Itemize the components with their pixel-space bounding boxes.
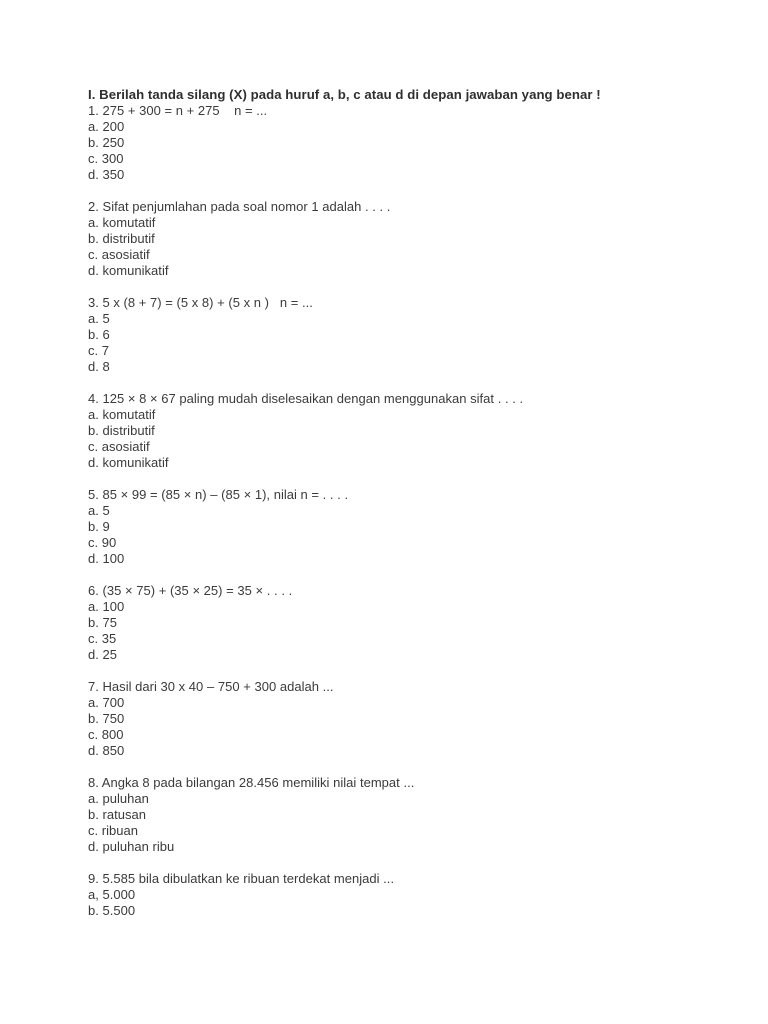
answer-options [88, 887, 728, 919]
answer-option[interactable]: b. 75 [88, 615, 118, 630]
answer-option[interactable]: a. komutatif [88, 407, 156, 422]
answer-option[interactable]: c. 300 [88, 151, 124, 166]
question-text: 6. (35 × 75) + (35 × 25) = 35 × . . . . [88, 583, 293, 598]
answer-option[interactable]: c. 800 [88, 727, 124, 742]
question-block [88, 391, 728, 471]
answer-option[interactable]: d. 350 [88, 167, 125, 182]
question-text: 4. 125 × 8 × 67 paling mudah diselesaikan dengan menggunakan sifat . . . . [88, 391, 524, 406]
answer-options [88, 215, 728, 279]
answer-options [88, 695, 728, 759]
answer-option[interactable]: b. 6 [88, 327, 110, 342]
answer-options [88, 311, 728, 375]
answer-option[interactable]: a. komutatif [88, 215, 156, 230]
answer-option[interactable]: a. 100 [88, 599, 125, 614]
answer-option[interactable]: b. 750 [88, 711, 125, 726]
answer-option[interactable]: d. 850 [88, 743, 125, 758]
question-text: 3. 5 x (8 + 7) = (5 x 8) + (5 x n ) n = ... [88, 295, 313, 310]
question-text: 1. 275 + 300 = n + 275 n = ... [88, 103, 268, 118]
worksheet-body [88, 86, 728, 919]
answer-option[interactable]: a. 700 [88, 695, 125, 710]
answer-option[interactable]: d. komunikatif [88, 263, 169, 278]
answer-option[interactable]: b. distributif [88, 231, 155, 246]
answer-options [88, 503, 728, 567]
question-text: 2. Sifat penjumlahan pada soal nomor 1 adalah . . . . [88, 199, 391, 214]
answer-options [88, 119, 728, 183]
question-text: 8. Angka 8 pada bilangan 28.456 memiliki nilai tempat ... [88, 775, 415, 790]
answer-option[interactable]: d. 8 [88, 359, 110, 374]
answer-option[interactable]: c. asosiatif [88, 439, 150, 454]
answer-option[interactable]: c. asosiatif [88, 247, 150, 262]
answer-options [88, 791, 728, 855]
question-text: 7. Hasil dari 30 x 40 – 750 + 300 adalah ... [88, 679, 334, 694]
question-block [88, 199, 728, 279]
question-list [88, 103, 728, 919]
answer-option[interactable]: b. 5.500 [88, 903, 136, 918]
answer-option[interactable]: d. 25 [88, 647, 118, 662]
answer-option[interactable]: c. 7 [88, 343, 110, 358]
answer-option[interactable]: b. 250 [88, 135, 125, 150]
answer-option[interactable]: c. ribuan [88, 823, 139, 838]
answer-option[interactable]: d. 100 [88, 551, 125, 566]
question-block [88, 103, 728, 183]
answer-option[interactable]: a, 5.000 [88, 887, 136, 902]
answer-option[interactable]: c. 35 [88, 631, 117, 646]
answer-option[interactable]: b. ratusan [88, 807, 147, 822]
question-text: 5. 85 × 99 = (85 × n) – (85 × 1), nilai n = . . . . [88, 487, 349, 502]
answer-option[interactable]: c. 90 [88, 535, 117, 550]
answer-option[interactable]: d. komunikatif [88, 455, 169, 470]
section-heading: I. Berilah tanda silang (X) pada huruf a, b, c atau d di depan jawaban yang benar ! [88, 87, 601, 102]
answer-options [88, 599, 728, 663]
question-block [88, 871, 728, 919]
answer-options [88, 407, 728, 471]
question-block [88, 775, 728, 855]
answer-option[interactable]: d. puluhan ribu [88, 839, 175, 854]
answer-option[interactable]: a. 200 [88, 119, 125, 134]
answer-option[interactable]: a. 5 [88, 503, 110, 518]
question-block [88, 583, 728, 663]
question-text: 9. 5.585 bila dibulatkan ke ribuan terdekat menjadi ... [88, 871, 395, 886]
answer-option[interactable]: a. puluhan [88, 791, 149, 806]
answer-option[interactable]: a. 5 [88, 311, 110, 326]
question-block [88, 679, 728, 759]
question-block [88, 487, 728, 567]
question-block [88, 295, 728, 375]
answer-option[interactable]: b. 9 [88, 519, 110, 534]
answer-option[interactable]: b. distributif [88, 423, 155, 438]
